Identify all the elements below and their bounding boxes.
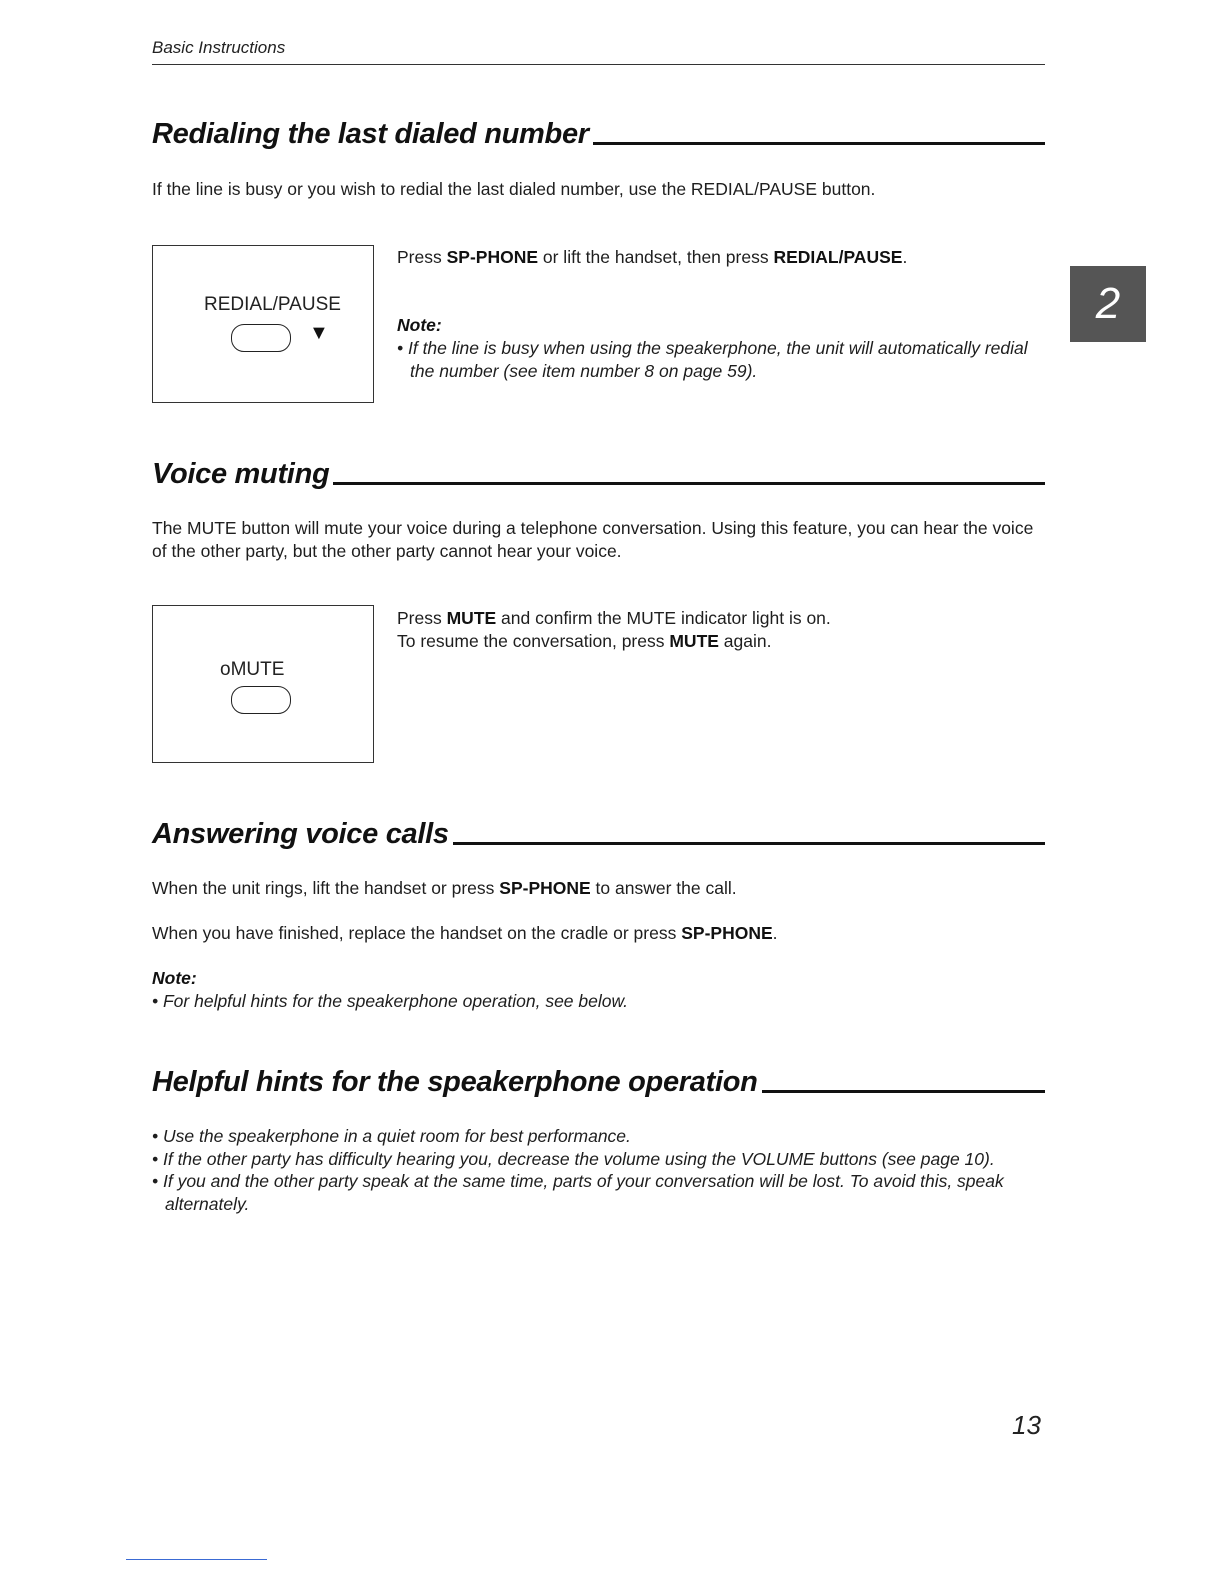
instruction-text: or lift the handset, then press: [538, 247, 774, 267]
mute-key-illustration: [152, 605, 374, 763]
section-title-text: Answering voice calls: [152, 818, 449, 850]
mute-button-oval-icon: [231, 686, 291, 714]
redial-key-label: REDIAL/PAUSE: [204, 294, 341, 315]
paragraph-text: to answer the call.: [590, 878, 737, 898]
key-name: REDIAL/PAUSE: [773, 247, 903, 267]
note-label: Note:: [397, 315, 442, 335]
footer-rule: [126, 1559, 267, 1560]
key-name: MUTE: [669, 631, 719, 651]
section-title-text: Redialing the last dialed number: [152, 118, 589, 150]
mute-instruction: [397, 607, 1037, 653]
redial-key-illustration: [152, 245, 374, 403]
key-name: SP-PHONE: [499, 878, 591, 898]
redial-note: [397, 314, 1037, 382]
paragraph-text: When you have finished, replace the handset on the cradle or press: [152, 923, 682, 943]
instruction-text: .: [902, 247, 908, 267]
key-name: SP-PHONE: [681, 923, 773, 943]
note-bullet: • If the line is busy when using the speakerphone, the unit will automatically redial the number (see item number 8 on page 59).: [397, 338, 1028, 381]
instruction-text: and confirm the MUTE indicator light is on.: [496, 608, 831, 628]
instruction-text: again.: [718, 631, 772, 651]
section-title-text: Voice muting: [152, 458, 330, 490]
mute-key-label: oMUTE: [220, 659, 285, 680]
hint-item: • Use the speakerphone in a quiet room for best performance.: [152, 1126, 631, 1146]
key-name: SP-PHONE: [446, 247, 539, 267]
chapter-tab: [1070, 266, 1146, 342]
running-header: Basic Instructions: [152, 38, 286, 57]
section-title-hints: [152, 1066, 1045, 1099]
paragraph-text: .: [772, 923, 778, 943]
header-rule: [152, 64, 1045, 65]
paragraph-text: When the unit rings, lift the handset or press: [152, 878, 500, 898]
instruction-text: Press: [397, 247, 447, 267]
section-title-answering: [152, 818, 1045, 851]
redial-intro: If the line is busy or you wish to redial the last dialed number, use the REDIAL/PAUSE button.: [152, 179, 876, 199]
page-number: 13: [1012, 1410, 1041, 1440]
mute-intro: The MUTE button will mute your voice during a telephone conversation. Using this feature, you can hear the voice of the other party, but the other party cannot hear your voice.: [152, 518, 1034, 561]
instruction-text: Press: [397, 608, 447, 628]
section-title-text: Helpful hints for the speakerphone operation: [152, 1066, 758, 1098]
note-label: Note:: [152, 968, 197, 988]
title-rule: [762, 1090, 1045, 1093]
section-title-redial: [152, 118, 1045, 151]
answering-paragraph-2: [152, 922, 1045, 945]
answering-paragraph-1: [152, 877, 1045, 900]
hint-item: • If you and the other party speak at the same time, parts of your conversation will be lost. To avoid this, speak alternately.: [152, 1171, 1004, 1214]
section-title-mute: [152, 458, 1045, 491]
hint-item: • If the other party has difficulty hearing you, decrease the volume using the VOLUME buttons (see page 10).: [152, 1148, 995, 1169]
key-name: MUTE: [446, 608, 497, 628]
mute-instruction-line1: [397, 607, 1037, 630]
title-rule: [453, 842, 1045, 845]
title-rule: [593, 142, 1045, 145]
down-arrow-icon: ▼: [309, 322, 329, 344]
mute-instruction-line2: [397, 630, 1037, 653]
redial-button-oval-icon: [231, 324, 291, 352]
note-bullet: • For helpful hints for the speakerphone operation, see below.: [152, 991, 629, 1011]
chapter-number: 2: [1095, 279, 1121, 328]
hints-list: [152, 1125, 1022, 1215]
instruction-text: To resume the conversation, press: [397, 631, 670, 651]
answering-note: [152, 967, 1045, 1013]
title-rule: [333, 482, 1045, 485]
redial-instruction: [397, 246, 1037, 269]
